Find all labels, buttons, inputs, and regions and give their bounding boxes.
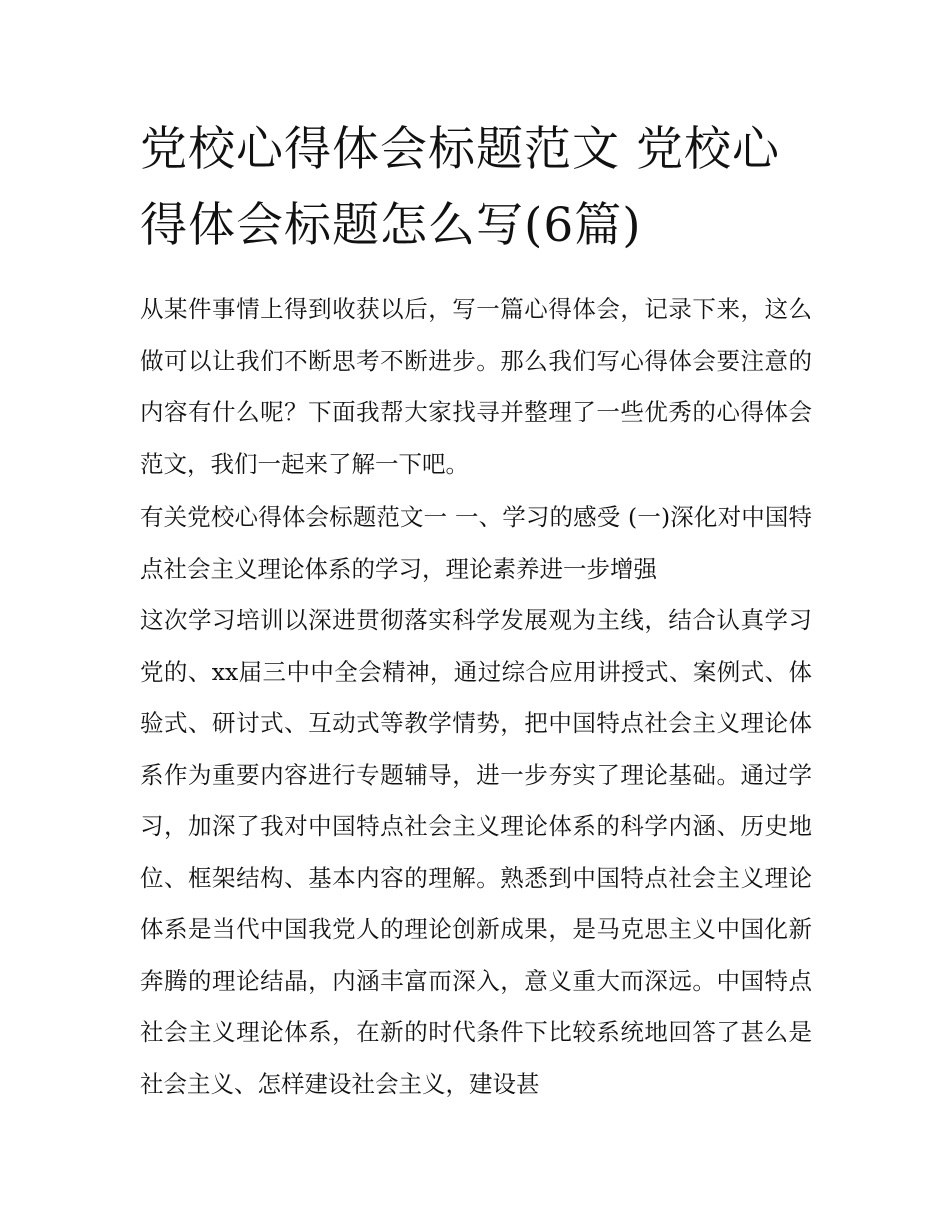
body-paragraph: 这次学习培训以深进贯彻落实科学发展观为主线，结合认真学习党的、xx届三中中全会精神，通过综合应用讲授式、案例式、体验式、研讨式、互动式等教学情势，把中国特点社会主义理论体系作为重要内容进行专题辅导，进一步夯实了理论基础。通过学习，加深了我对中国特点社会主义理论体系的科学内涵、历史地位、框架结构、基本内容的理解。熟悉到中国特点社会主义理论体系是当代中国我党人的理论创新成果，是马克思主义中国化新奔腾的理论结晶，内涵丰富而深入，意义重大而深远。中国特点社会主义理论体系，在新的时代条件下比较系统地回答了甚么是社会主义、怎样建设社会主义，建设甚 [140,606,812,1098]
document-title: 党校心得体会标题范文 党校心得体会标题怎么写(6篇) [140,122,780,253]
section-heading: 有关党校心得体会标题范文一 一、学习的感受 (一)深化对中国特点社会主义理论体系的学习，理论素养进一步增强 [140,503,812,583]
intro-paragraph: 从某件事情上得到收获以后，写一篇心得体会，记录下来，这么做可以让我们不断思考不断进步。那么我们写心得体会要注意的内容有什么呢？下面我帮大家找寻并整理了一些优秀的心得体会范文，我们一起来了解一下吧。 [140,295,812,478]
document-page [140,112,812,1110]
